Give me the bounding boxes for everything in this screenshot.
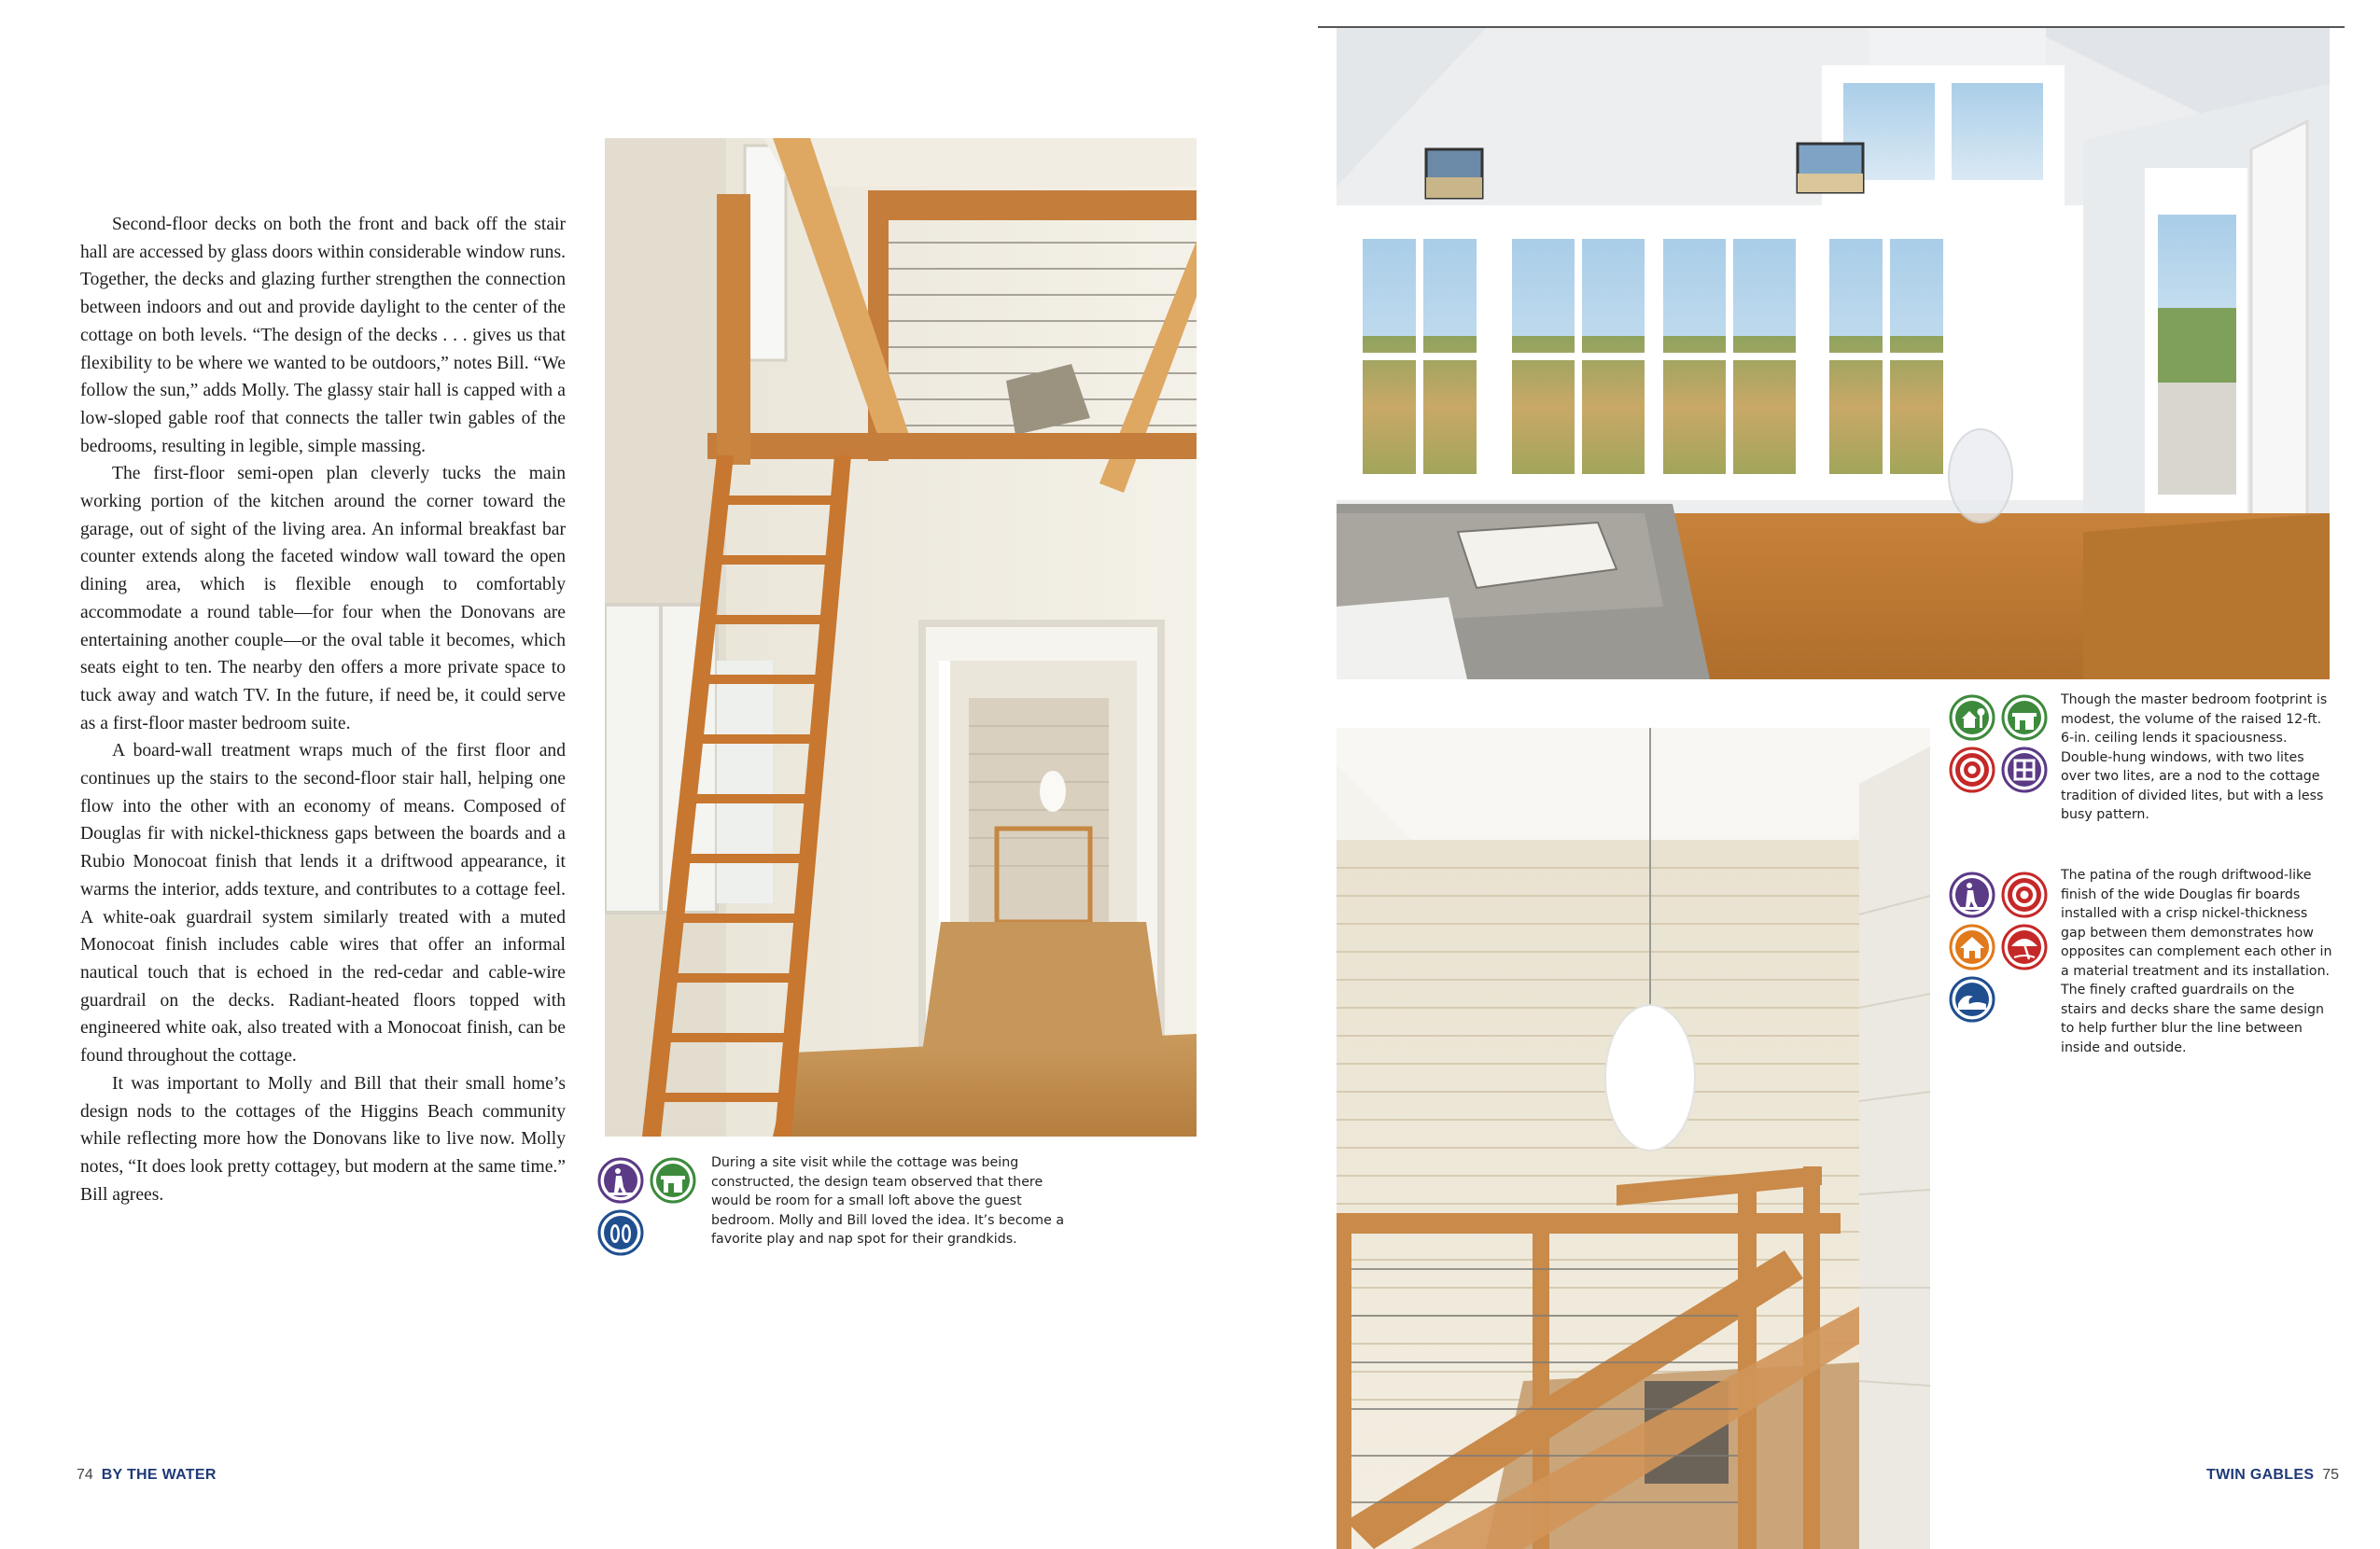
body-paragraph-3: A board-wall treatment wraps much of the first floor and continues up the stairs to the second-floor stair hall, helping one flow into the other with an economy of means. Composed of Douglas fir with nickel-thickness gaps between the boards and a Rubio Monocoat finish that lends it a driftwood appearance, it warms the interior, adds texture, and contributes to a cottage feel. A white-oak guardrail system similarly treated with a muted Monocoat finish includes cable wires that offer an informal nautical touch that is echoed in the red-cedar and cable-wire guardrail on the decks. Radiant-heated floors topped with engineered white oak, also treated with a Monocoat finish, can be found throughout the cottage. bbox=[80, 741, 566, 1067]
body-paragraph-1: Second-floor decks on both the front and back off the stair hall are accessed by glass doors within considerable window runs. Together, the decks and glazing further strengthen the connection between indoors and out and provide daylight to the center of the cottage on both levels. “The design of the decks . . . gives us that flexibility to be where we wanted to be outdoors,” notes Bill. “We follow the sun,” adds Molly. The glassy stair hall is capped with a low-sloped gable roof that connects the taller twin gables of the bedrooms, resulting in legible, simple massing. bbox=[80, 215, 566, 456]
loft-caption-icons bbox=[597, 1157, 700, 1260]
right-page-number: 75 bbox=[2322, 1467, 2339, 1483]
person-stairs-icon bbox=[597, 1157, 644, 1204]
stair-caption: The patina of the rough driftwood-like finish of the wide Douglas fir boards installed with a crisp nickel-thickness gap between them demonstrates how opposites can complement each other in a material treatment and its installation. The finely crafted guardrails on the stairs and decks share the same design to help further blur the line between inside and outside. bbox=[2061, 868, 2332, 1055]
left-section-title: BY THE WATER bbox=[101, 1467, 217, 1483]
umbrella-icon bbox=[2001, 924, 2048, 970]
target-icon bbox=[2001, 872, 2048, 918]
wave-icon bbox=[1949, 976, 1995, 1023]
left-folio bbox=[77, 1467, 217, 1484]
house-tree-icon bbox=[1949, 694, 1995, 741]
bedroom-caption: Though the master bedroom footprint is modest, the volume of the raised 12-ft. 6-in. ceiling lends it spaciousness. Double-hung windows, with two lites over two lites, are a nod to the cottage tradition of divided lites, but with a less busy pattern. bbox=[2061, 692, 2328, 822]
sandals-icon bbox=[597, 1209, 644, 1256]
target-icon bbox=[1949, 747, 1995, 793]
right-section-title: TWIN GABLES bbox=[2206, 1467, 2315, 1483]
stair-caption-icons bbox=[1949, 872, 2051, 1030]
bedroom-photo bbox=[1337, 28, 2330, 679]
person-stairs-icon bbox=[1949, 872, 1995, 918]
right-folio bbox=[2206, 1467, 2339, 1484]
bedroom-caption-icons bbox=[1949, 694, 2051, 797]
loft-photo bbox=[605, 138, 1197, 1137]
loft-caption: During a site visit while the cottage was being constructed, the design team observed that there would be room for a small loft above the guest bedroom. Molly and Bill loved the idea. It’s become a favorite play and nap spot for their grandkids. bbox=[711, 1155, 1065, 1247]
body-text bbox=[80, 211, 566, 1208]
cottage-icon bbox=[2001, 694, 2048, 741]
left-page-number: 74 bbox=[77, 1467, 93, 1483]
body-paragraph-2: The first-floor semi-open plan cleverly tucks the main working portion of the kitchen around the corner toward the garage, out of sight of the living area. An informal breakfast bar counter extends along the faceted window wall toward the open dining area, which is flexible enough to comfortably accommodate a round table—for four when the Donovans are entertaining another couple—or the oval table it becomes, which seats eight to ten. The nearby den offers a more private space to tuck away and watch TV. In the future, if need be, it could serve as a first-floor master bedroom suite. bbox=[80, 464, 566, 733]
window-icon bbox=[2001, 747, 2048, 793]
body-paragraph-4: It was important to Molly and Bill that their small home’s design nods to the cottages of the Higgins Beach community while reflecting more how the Donovans like to live now. Molly notes, “It does look pretty cottagey, but modern at the same time.” Bill agrees. bbox=[80, 1073, 566, 1205]
home-icon bbox=[1949, 924, 1995, 970]
cottage-icon bbox=[650, 1157, 696, 1204]
stair-photo bbox=[1337, 728, 1930, 1549]
